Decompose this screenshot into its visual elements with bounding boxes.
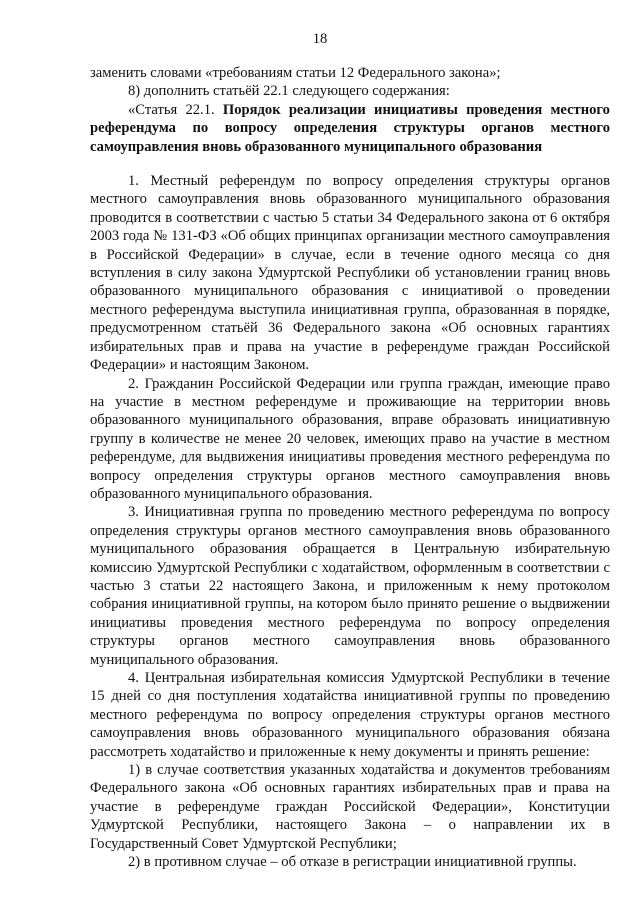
article-heading	[90, 101, 610, 156]
document-body	[90, 64, 610, 871]
subitem-2: 2) в противном случае – об отказе в регистрации инициативной группы.	[128, 854, 577, 871]
article-title: Порядок реализации инициативы проведения местного референдума по вопросу определения структуры органов местного самоуправления вновь образованного муниципального образования	[90, 101, 610, 155]
subitem-1: 1) в случае соответствия указанных ходатайства и документов требованиям Федерального закона «Об основных гарантиях избирательных прав и права на участие в референдуме граждан Российской Федерации», Конституции Удмуртской Республики, настоящего Закона – о направлении их в Государственный Совет Удмуртской Республики;	[90, 762, 610, 852]
paragraph-2: 2. Гражданин Российской Федерации или группа граждан, имеющие право на участие в местном референдуме и проживающие на территории вновь образованного муниципального образования, вправе образовать инициативную группу в количестве не менее 20 человек, имеющих право на участие в местном референдуме, для выдвижения инициативы проведения местного референдума по вопросу определения структуры органов местного самоуправления вновь образованного муниципального образования.	[90, 375, 610, 502]
intro-line-1: заменить словами «требованиям статьи 12 Федерального закона»;	[90, 65, 501, 81]
page-number: 18	[312, 31, 328, 47]
paragraph-3: 3. Инициативная группа по проведению местного референдума по вопросу определения структуры органов местного самоуправления вновь образованного муниципального образования обращается в Центральную избирательную комиссию Удмуртской Республики с ходатайством, оформленным в соответствии с частью 3 статьи 22 настоящего Закона, и приложенным к нему протоколом собрания инициативной группы, на котором было принято решение о выдвижении инициативы проведения местного референдума по вопросу определения структуры органов местного самоуправления вновь образованного муниципального образования.	[90, 504, 610, 668]
intro-line-2: 8) дополнить статьёй 22.1 следующего содержания:	[128, 83, 450, 100]
paragraph-1: 1. Местный референдум по вопросу определения структуры органов местного самоуправления вновь образованного муниципального образования проводится в соответствии с частью 5 статьи 34 Федерального закона от 6 октября 2003 года № 131-ФЗ «Об общих принципах организации местного самоуправления в Российской Федерации» в случае, если в течение одного месяца со дня вступления в силу закона Удмуртской Республики об установлении границ вновь образованного муниципального образования с инициативой о проведении местного референдума выступила инициативная группа, образованная в порядке, предусмотренном статьёй 36 Федерального закона «Об основных гарантиях избирательных прав и права на участие в референдуме граждан Российской Федерации» и настоящим Законом.	[90, 173, 610, 374]
spacer	[90, 156, 610, 172]
article-prefix: «Статья 22.1.	[128, 101, 223, 118]
paragraph-4: 4. Центральная избирательная комиссия Удмуртской Республики в течение 15 дней со дня поступления ходатайства инициативной группы по проведению местного референдума по вопросу определения структуры органов местного самоуправления вновь образованного муниципального образования обязана рассмотреть ходатайство и приложенные к нему документы и принять решение:	[90, 670, 610, 760]
